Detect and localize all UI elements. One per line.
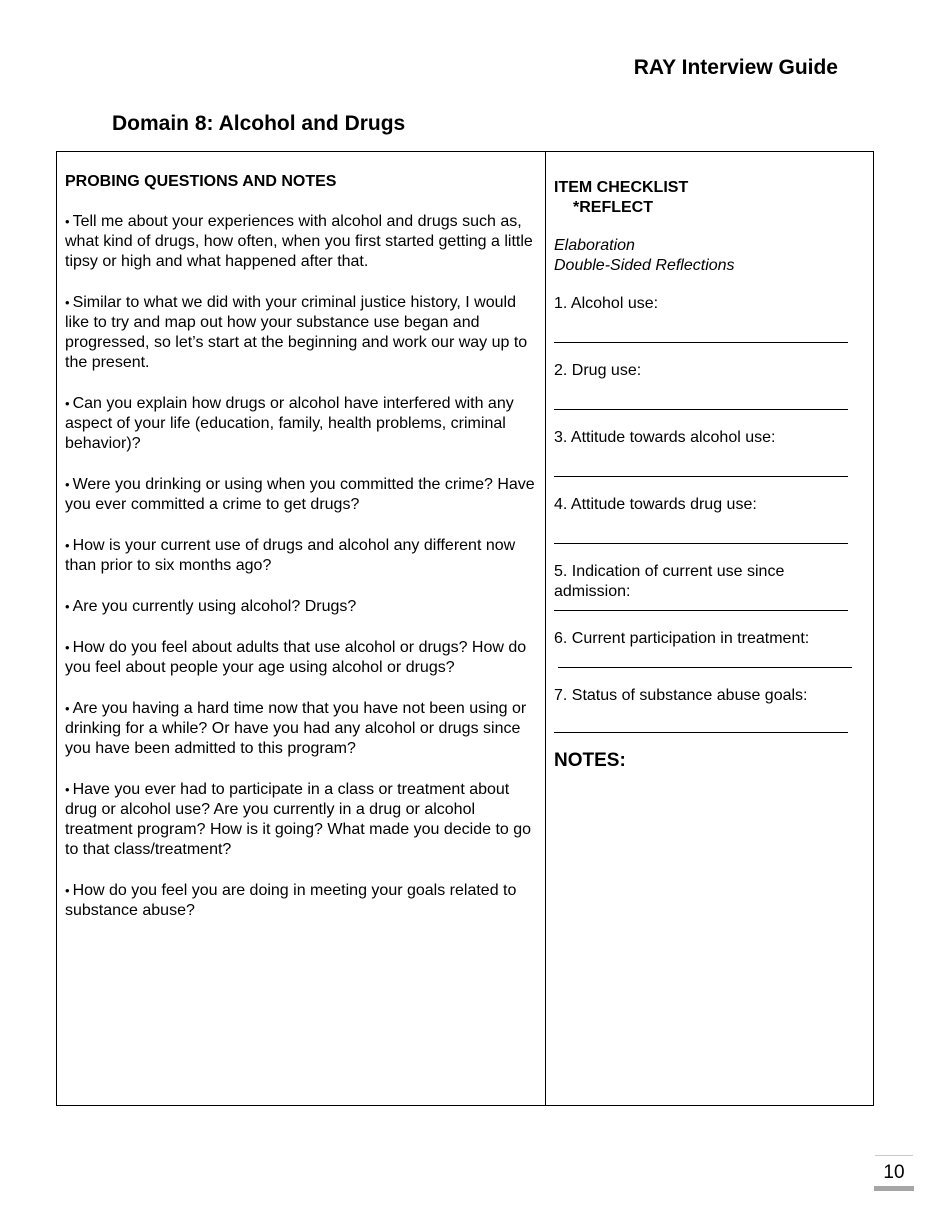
- bullet-icon: •: [65, 599, 70, 614]
- bullet-icon: •: [65, 214, 70, 229]
- answer-line: [554, 409, 848, 410]
- checklist-item-alcohol-use: 1. Alcohol use:: [554, 295, 659, 312]
- question-item: • How do you feel you are doing in meeting your goals related to substance abuse?: [65, 882, 517, 919]
- checklist-item-attitude-alcohol: 3. Attitude towards alcohol use:: [554, 429, 776, 446]
- probing-questions-column: [65, 172, 537, 942]
- guide-title: RAY Interview Guide: [633, 56, 838, 79]
- answer-line: [558, 667, 852, 668]
- checklist-item-drug-use: 2. Drug use:: [554, 362, 642, 379]
- bullet-icon: •: [65, 538, 70, 553]
- bullet-icon: •: [65, 295, 70, 310]
- question-item: • Are you currently using alcohol? Drugs?: [65, 598, 357, 615]
- checklist-item-attitude-drug: 4. Attitude towards drug use:: [554, 496, 757, 513]
- reflect-label: *REFLECT: [573, 199, 653, 216]
- probing-questions-heading: PROBING QUESTIONS AND NOTES: [65, 173, 337, 190]
- question-item: • How is your current use of drugs and alcohol any different now than prior to six months ago?: [65, 537, 516, 574]
- checklist-item-goals: 7. Status of substance abuse goals:: [554, 687, 808, 704]
- bullet-icon: •: [65, 782, 70, 797]
- answer-line: [554, 543, 848, 544]
- question-item: • Can you explain how drugs or alcohol have interfered with any aspect of your life (education, family, health problems, criminal behavior)?: [65, 395, 514, 452]
- bullet-icon: •: [65, 396, 70, 411]
- answer-line: [554, 476, 848, 477]
- domain-title: Domain 8: Alcohol and Drugs: [112, 112, 406, 135]
- page-number-bar: [874, 1186, 914, 1191]
- notes-label: NOTES:: [554, 750, 626, 771]
- checklist-item-current-use: 5. Indication of current use since admission:: [554, 563, 785, 600]
- question-item: • Are you having a hard time now that you have not been using or drinking for a while? Or have you had any alcohol or drugs since you have been admitted to this program?: [65, 700, 527, 757]
- bullet-icon: •: [65, 701, 70, 716]
- bullet-icon: •: [65, 477, 70, 492]
- interview-table: [56, 151, 874, 1106]
- question-item: • Have you ever had to participate in a class or treatment about drug or alcohol use? Are you currently in a drug or alcohol treatment program? How is it going? What made you decide to go to that class/treatment?: [65, 781, 532, 858]
- answer-line: [554, 610, 848, 611]
- item-checklist-column: [554, 178, 854, 771]
- answer-line: [554, 342, 848, 343]
- column-divider: [545, 152, 546, 1105]
- bullet-icon: •: [65, 883, 70, 898]
- checklist-item-treatment: 6. Current participation in treatment:: [554, 630, 810, 647]
- answer-line: [554, 732, 848, 733]
- elaboration-label: Elaboration: [554, 237, 635, 254]
- question-item: • Were you drinking or using when you committed the crime? Have you ever committed a crime to get drugs?: [65, 476, 535, 513]
- bullet-icon: •: [65, 640, 70, 655]
- double-sided-label: Double-Sided Reflections: [554, 257, 735, 274]
- checklist-title: ITEM CHECKLIST: [554, 179, 689, 196]
- question-item: • Tell me about your experiences with alcohol and drugs such as, what kind of drugs, how often, when you first started getting a little tipsy or high and what happened after that.: [65, 213, 533, 270]
- question-item: • How do you feel about adults that use alcohol or drugs? How do you feel about people your age using alcohol or drugs?: [65, 639, 527, 676]
- question-item: • Similar to what we did with your criminal justice history, I would like to try and map out how your substance use began and progressed, so let’s start at the beginning and work our way up to the present.: [65, 294, 528, 371]
- page-number: 10: [875, 1155, 913, 1190]
